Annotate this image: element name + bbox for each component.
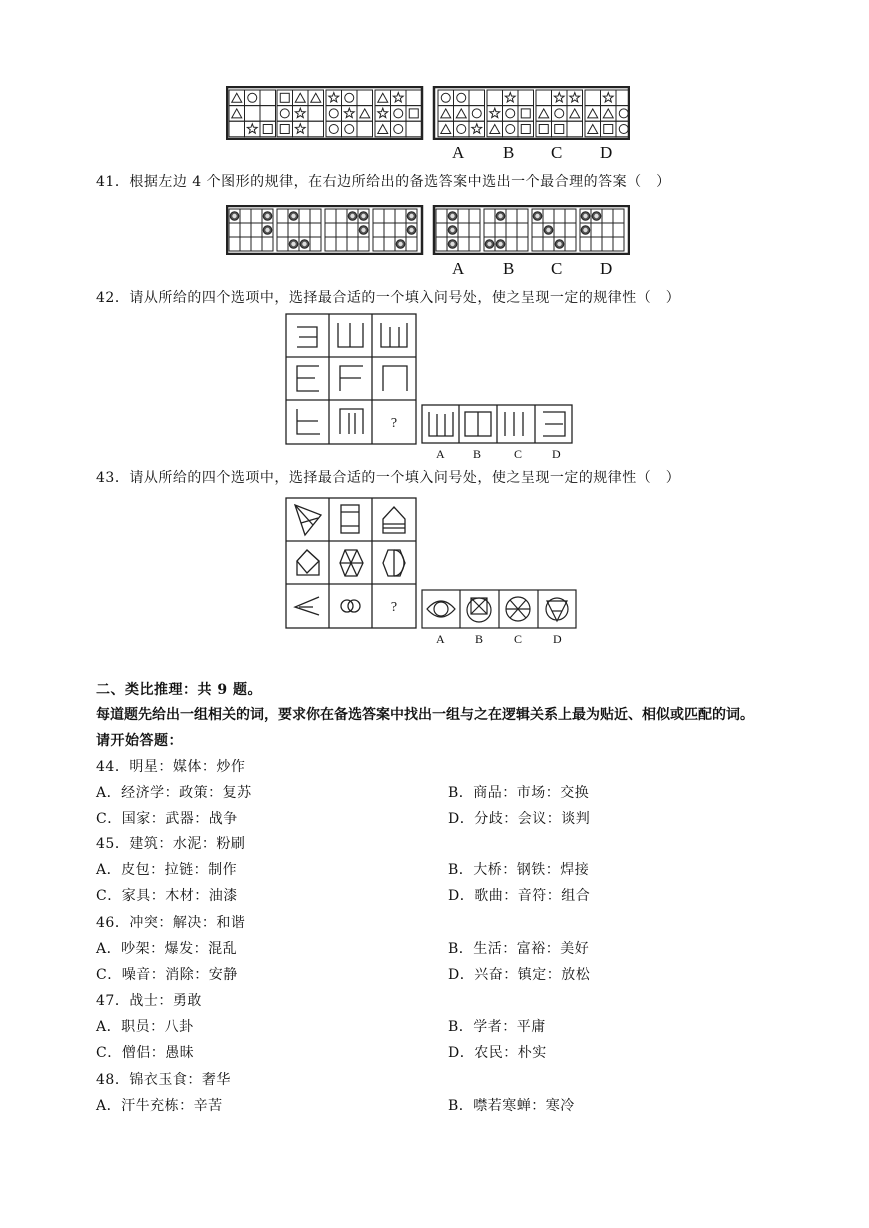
option-d: D．歌曲：音符：组合 <box>448 888 591 904</box>
fig40-label-a: A <box>452 143 465 162</box>
fig41-label-b: B <box>503 259 515 278</box>
figure-40-shape-grids <box>226 86 630 140</box>
option-a: A．经济学：政策：复苏 <box>96 785 252 801</box>
question-42: 42．请从所给的四个选项中，选择最合适的一个填入问号处，使之呈现一定的规律性（ ） <box>96 290 681 306</box>
figure-43-options <box>421 589 577 629</box>
fig43-question-mark: ? <box>390 600 398 615</box>
option-c: C．噪音：消除：安静 <box>96 967 238 983</box>
option-b: B．商品：市场：交换 <box>448 785 590 801</box>
fig43-label-d: D <box>553 632 562 646</box>
section-2-start: 请开始答题： <box>96 733 183 749</box>
option-a: A．职员：八卦 <box>96 1019 194 1035</box>
fig41-label-a: A <box>452 259 465 278</box>
fig43-label-c: C <box>514 632 523 646</box>
option-c: C．僧侣：愚昧 <box>96 1045 195 1061</box>
section-2-title: 二、类比推理：共 9 题。 <box>96 682 262 698</box>
option-b: B．噤若寒蝉：寒冷 <box>448 1098 575 1114</box>
option-b: B．学者：平庸 <box>448 1019 546 1035</box>
fig43-label-a: A <box>436 632 445 646</box>
question-stem: 45．建筑：水泥：粉刷 <box>96 836 246 852</box>
figure-42-options <box>421 404 573 444</box>
fig41-label-d: D <box>600 259 613 278</box>
figure-43-matrix <box>285 497 417 629</box>
figure-42-matrix <box>285 313 417 445</box>
fig40-label-b: B <box>503 143 515 162</box>
question-stem: 48．锦衣玉食：奢华 <box>96 1072 231 1088</box>
question-stem: 44．明星：媒体：炒作 <box>96 759 246 775</box>
fig42-label-b: B <box>473 447 482 461</box>
question-stem: 46．冲突：解决：和谐 <box>96 915 246 931</box>
option-a: A．汗牛充栋：辛苦 <box>96 1098 223 1114</box>
fig43-label-b: B <box>475 632 484 646</box>
figure-41-smiley-grids <box>226 205 630 255</box>
fig41-label-c: C <box>551 259 563 278</box>
option-a: A．吵架：爆发：混乱 <box>96 941 238 957</box>
section-2-instruction: 每道题先给出一组相关的词，要求你在备选答案中找出一组与之在逻辑关系上最为贴近、相似或匹配的词。 <box>96 707 754 723</box>
option-d: D．兴奋：镇定：放松 <box>448 967 591 983</box>
option-b: B．大桥：钢铁：焊接 <box>448 862 590 878</box>
fig40-label-c: C <box>551 143 563 162</box>
option-d: D．分歧：会议：谈判 <box>448 811 591 827</box>
question-43: 43．请从所给的四个选项中，选择最合适的一个填入问号处，使之呈现一定的规律性（ ） <box>96 470 681 486</box>
option-a: A．皮包：拉链：制作 <box>96 862 238 878</box>
fig42-question-mark: ? <box>390 416 398 431</box>
fig40-label-d: D <box>600 143 613 162</box>
option-d: D．农民：朴实 <box>448 1045 547 1061</box>
option-c: C．家具：木材：油漆 <box>96 888 238 904</box>
fig42-label-d: D <box>552 447 561 461</box>
fig42-label-c: C <box>514 447 523 461</box>
fig42-label-a: A <box>436 447 445 461</box>
option-c: C．国家：武器：战争 <box>96 811 238 827</box>
question-41: 41．根据左边 4 个图形的规律，在右边所给出的备选答案中选出一个最合理的答案（ ） <box>96 174 671 190</box>
option-b: B．生活：富裕：美好 <box>448 941 590 957</box>
question-stem: 47．战士：勇敢 <box>96 993 202 1009</box>
